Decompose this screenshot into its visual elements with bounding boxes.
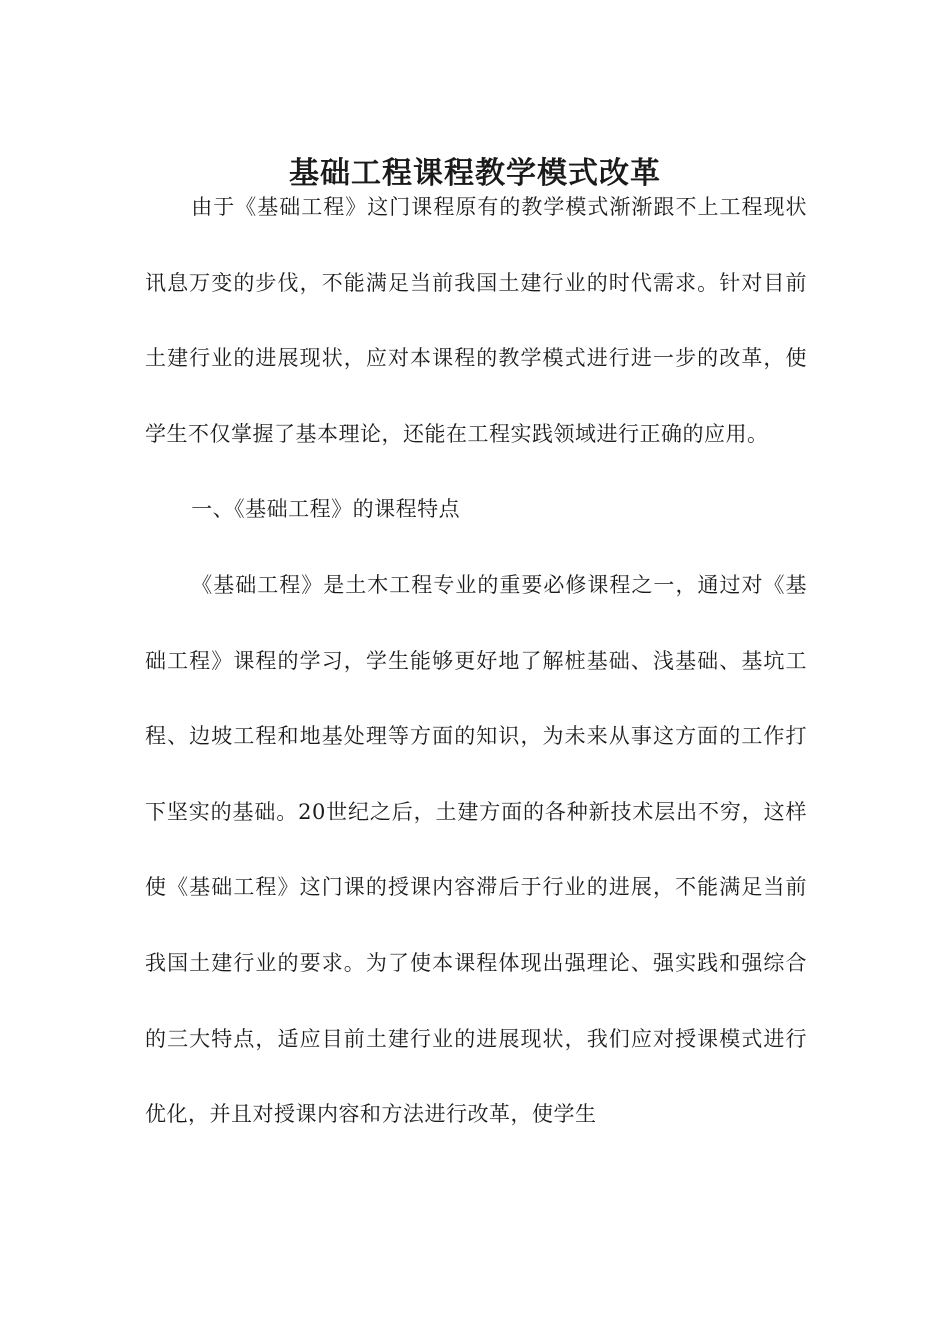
section-heading: 一、《基础工程》的课程特点 <box>191 497 461 522</box>
paragraph-intro: 由于《基础工程》这门课程原有的教学模式渐渐跟不上工程现状讯息万变的步伐，不能满足当前我国土建行业的时代需求。针对目前土建行业的进展现状，应对本课程的教学模式进行进一步的改革，使学生不仅掌握了基本理论，还能在工程实践领域进行正确的应用。 <box>145 195 807 446</box>
paragraph-course-features: 《基础工程》是土木工程专业的重要必修课程之一，通过对《基础工程》课程的学习，学生能够更好地了解桩基础、浅基础、基坑工程、边坡工程和地基处理等方面的知识，为未来从事这方面的工作打下坚实的基础。20世纪之后，土建方面的各种新技术层出不穷，这样使《基础工程》这门课的授课内容滞后于行业的进展，不能满足当前我国土建行业的要求。为了使本课程体现出强理论、强实践和强综合的三大特点，适应目前土建行业的进展现状，我们应对授课模式进行优化，并且对授课内容和方法进行改革，使学生 <box>145 572 807 1127</box>
page-title: 基础工程课程教学模式改革 <box>289 156 661 192</box>
document-body <box>145 170 807 1153</box>
